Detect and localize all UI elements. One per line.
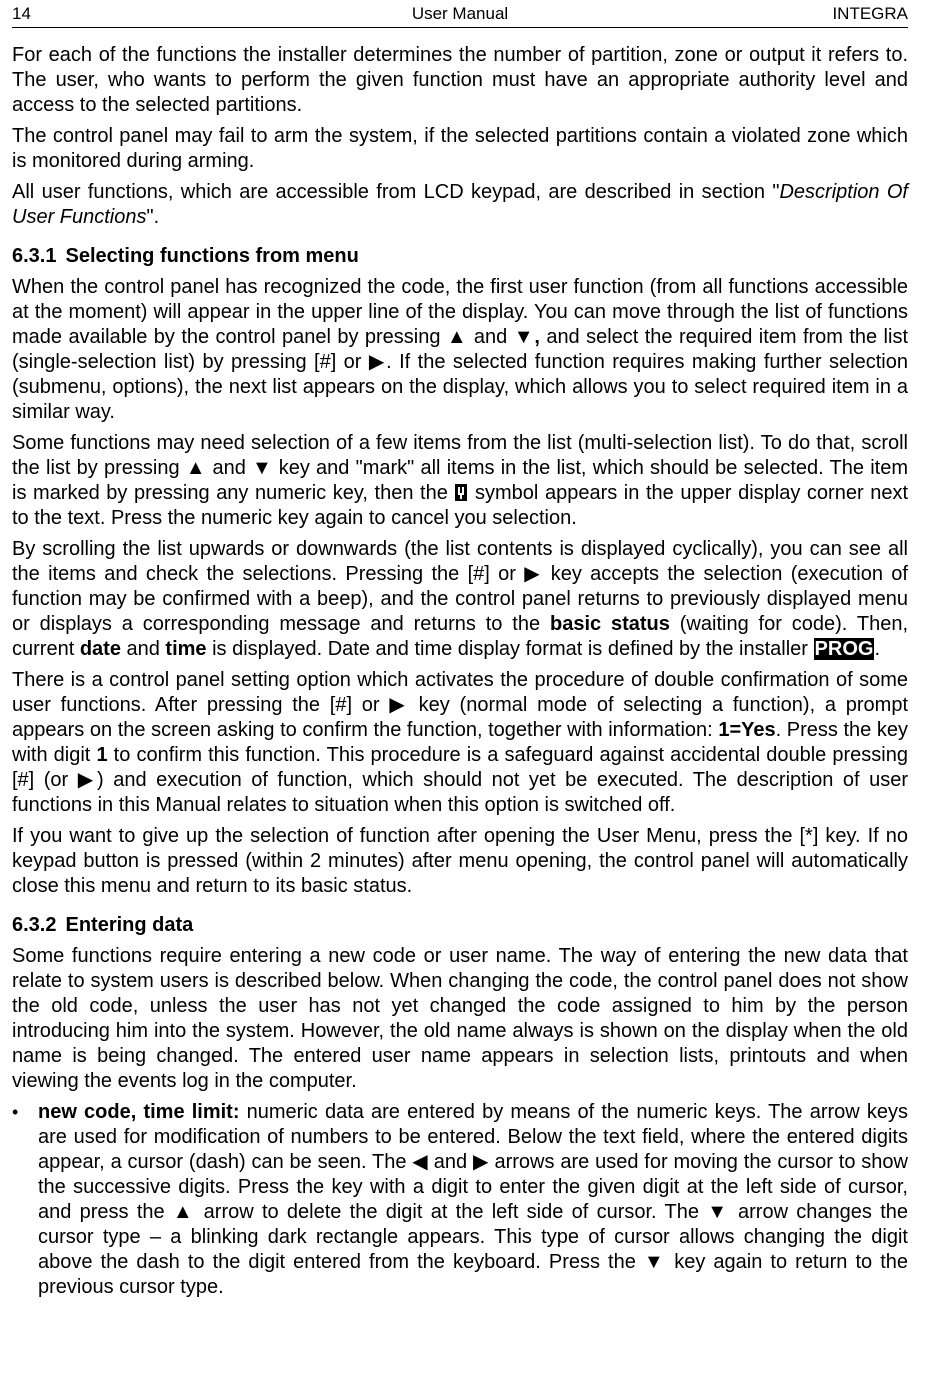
bullet-list <box>12 1100 908 1300</box>
section-number: 6.3.2 <box>12 914 57 936</box>
section-631-paragraph-1: When the control panel has recognized the code, the first user function (from all functions accessible at the moment) will appear in the upper line of the display. You can move through the list of functions made available by the control panel by pressing ▲ and ▼, and select the required item from the list (single-selection list) by pressing [#] or ▶. If the selected function requires making further selection (submenu, options), the next list appears on the display, which allows you to select required item in a similar way. <box>12 276 909 423</box>
manual-page <box>12 0 908 1300</box>
section-631-paragraph-5: If you want to give up the selection of function after opening the User Menu, press the [*] key. If no keypad button is pressed (within 2 minutes) after menu opening, the control panel will automatically close this menu and return to its basic status. <box>12 825 908 897</box>
header-product: INTEGRA <box>832 4 908 23</box>
section-heading-6-3-1 <box>12 244 908 269</box>
section-title: Entering data <box>65 914 194 936</box>
prog-badge: PROG <box>814 638 874 660</box>
intro-paragraph-2: The control panel may fail to arm the system, if the selected partitions contain a violated zone which is monitored during arming. <box>12 125 908 172</box>
section-number: 6.3.1 <box>12 245 57 267</box>
page-number: 14 <box>12 4 31 23</box>
term-digit-1: 1 <box>96 744 108 766</box>
term-basic-status: basic status <box>549 613 670 635</box>
section-632-paragraph-1: Some functions require entering a new code or user name. The way of entering the new data that relate to system users is described below. When changing the code, the control panel does not show the old code, unless the user has not yet changed the code assigned to him by the person introducing him into the system. However, the old name always is shown on the display when the old name is being changed. The entered user name appears in selection lists, printouts and when viewing the events log in the computer. <box>12 945 908 1092</box>
list-item: • new code, time limit: numeric data are entered by means of the numeric keys. The arrow keys are used for modification of numbers to be entered. Below the text field, where the entered digits appear, a cursor (dash) can be seen. The ◀ and ▶ arrows are used for moving the cursor to show the successive digits. Press the key with a digit to enter the given digit at the left side of cursor, and press the ▲ arrow to delete the digit at the left side of cursor. The ▼ arrow changes the cursor type – a blinking dark rectangle appears. This type of cursor allows changing the digit above the dash to the digit entered from the keyboard. Press the ▼ key again to return to the previous cursor type. <box>12 1101 908 1298</box>
term-time: time <box>165 638 207 660</box>
section-631-paragraph-2: Some functions may need selection of a few items from the list (multi-selection list). To do that, scroll the list by pressing ▲ and ▼ key and "mark" all items in the list, which should be selected. The item is marked by pressing any numeric key, then the symbol appears in the upper display corner next to the text. Press the numeric key again to cancel you selection. <box>12 432 908 529</box>
intro-paragraph-1: For each of the functions the installer determines the number of partition, zone or output it refers to. The user, who wants to perform the given function must have an appropriate authority level and access to the selected partitions. <box>12 44 908 116</box>
intro-paragraph-3: All user functions, which are accessible from LCD keypad, are described in section "Description Of User Functions". <box>12 181 908 228</box>
selection-mark-icon <box>455 484 467 501</box>
section-title: Selecting functions from menu <box>65 245 359 267</box>
list-item-term: new code, time limit: <box>38 1101 240 1123</box>
term-date: date <box>79 638 121 660</box>
page-content <box>12 28 908 1300</box>
section-631-paragraph-4: There is a control panel setting option which activates the procedure of double confirmation of some user functions. After pressing the [#] or ▶ key (normal mode of selecting a function), a prompt appears on the screen asking to confirm the function, together with information: 1=Yes. Press the key with digit 1 to confirm this function. This procedure is a safeguard against accidental double pressing [#] (or ▶) and execution of function, which should not yet be executed. The description of user functions in this Manual relates to situation when this option is switched off. <box>12 669 908 816</box>
term-1-yes: 1=Yes <box>718 719 776 741</box>
header-title: User Manual <box>411 4 509 23</box>
bullet-icon: • <box>12 1102 19 1122</box>
section-631-paragraph-3: By scrolling the list upwards or downwards (the list contents is displayed cyclically), you can see all the items and check the selections. Pressing the [#] or ▶ key accepts the selection (execution of function may be confirmed with a beep), and the control panel returns to previously displayed menu or displays a corresponding message and returns to the basic status (waiting for code). Then, current date and time is displayed. Date and time display format is defined by the installer PROG. <box>12 538 909 660</box>
section-reference: Description Of User Functions <box>12 181 908 228</box>
section-heading-6-3-2 <box>12 913 908 938</box>
page-header <box>12 0 908 28</box>
